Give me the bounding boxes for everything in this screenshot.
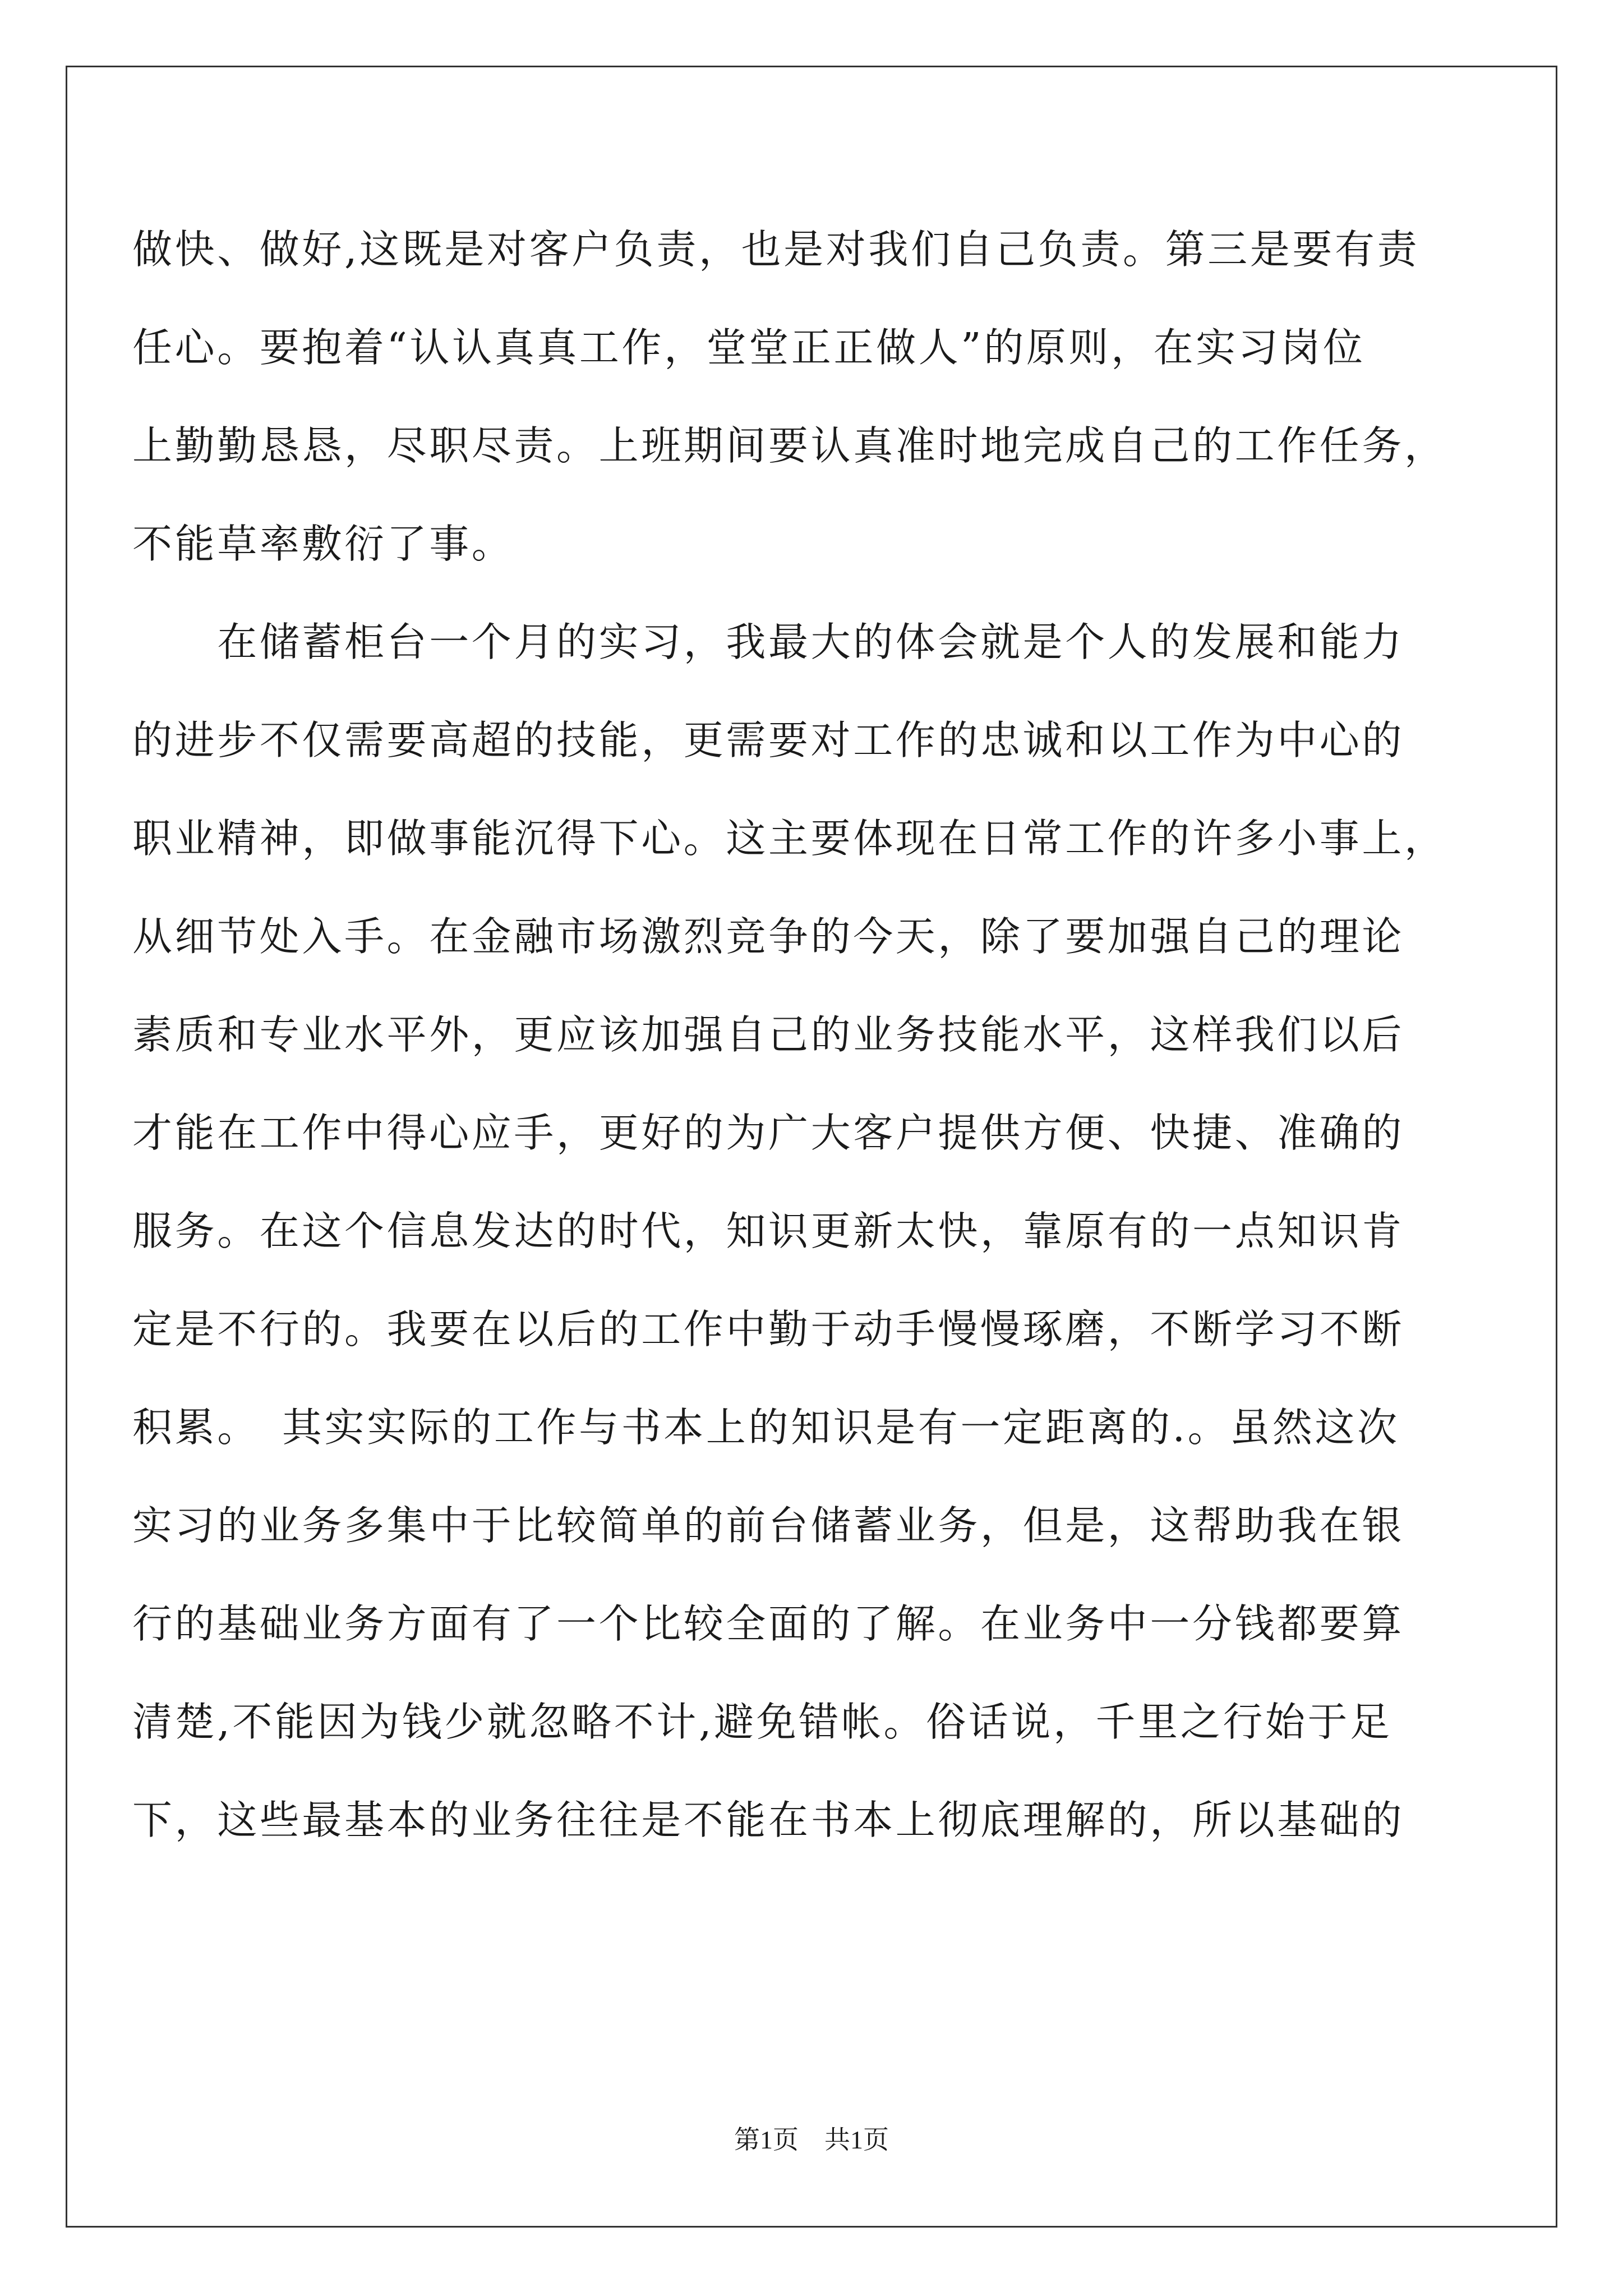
text-line: 在储蓄柜台一个月的实习，我最大的体会就是个人的发展和能力 (132, 619, 1405, 665)
text-line: 实习的业务多集中于比较简单的前台储蓄业务，但是，这帮助我在银 (132, 1502, 1405, 1549)
text-line: 做快、做好,这既是对客户负责，也是对我们自己负责。第三是要有责 (132, 226, 1420, 273)
text-line: 不能草率敷衍了事。 (132, 521, 514, 567)
page-footer (0, 2123, 1623, 2157)
text-line: 积累。 其实实际的工作与书本上的知识是有一定距离的.。虽然这次 (132, 1404, 1400, 1451)
text-line: 上勤勤恳恳，尽职尽责。上班期间要认真准时地完成自己的工作任务， (132, 422, 1447, 469)
page-number: 第1页 (734, 2125, 799, 2154)
text-line: 从细节处入手。在金融市场激烈竞争的今天，除了要加强自己的理论 (132, 913, 1405, 960)
text-line: 的进步不仅需要高超的技能，更需要对工作的忠诚和以工作为中心的 (132, 717, 1405, 763)
page-total: 共1页 (824, 2125, 889, 2154)
text-line: 才能在工作中得心应手，更好的为广大客户提供方便、快捷、准确的 (132, 1110, 1405, 1156)
text-line: 下，这些最基本的业务往往是不能在书本上彻底理解的，所以基础的 (132, 1797, 1405, 1843)
text-line: 行的基础业务方面有了一个比较全面的了解。在业务中一分钱都要算 (132, 1600, 1405, 1647)
text-line: 职业精神，即做事能沉得下心。这主要体现在日常工作的许多小事上， (132, 815, 1447, 862)
text-line: 任心。要抱着“认认真真工作，堂堂正正做人”的原则，在实习岗位 (132, 324, 1366, 371)
text-line: 服务。在这个信息发达的时代，知识更新太快，靠原有的一点知识肯 (132, 1208, 1405, 1254)
text-line: 清楚,不能因为钱少就忽略不计,避免错帐。俗话说，千里之行始于足 (132, 1699, 1393, 1745)
text-line: 定是不行的。我要在以后的工作中勤于动手慢慢琢磨，不断学习不断 (132, 1306, 1405, 1352)
text-line: 素质和专业水平外，更应该加强自己的业务技能水平，这样我们以后 (132, 1011, 1405, 1058)
